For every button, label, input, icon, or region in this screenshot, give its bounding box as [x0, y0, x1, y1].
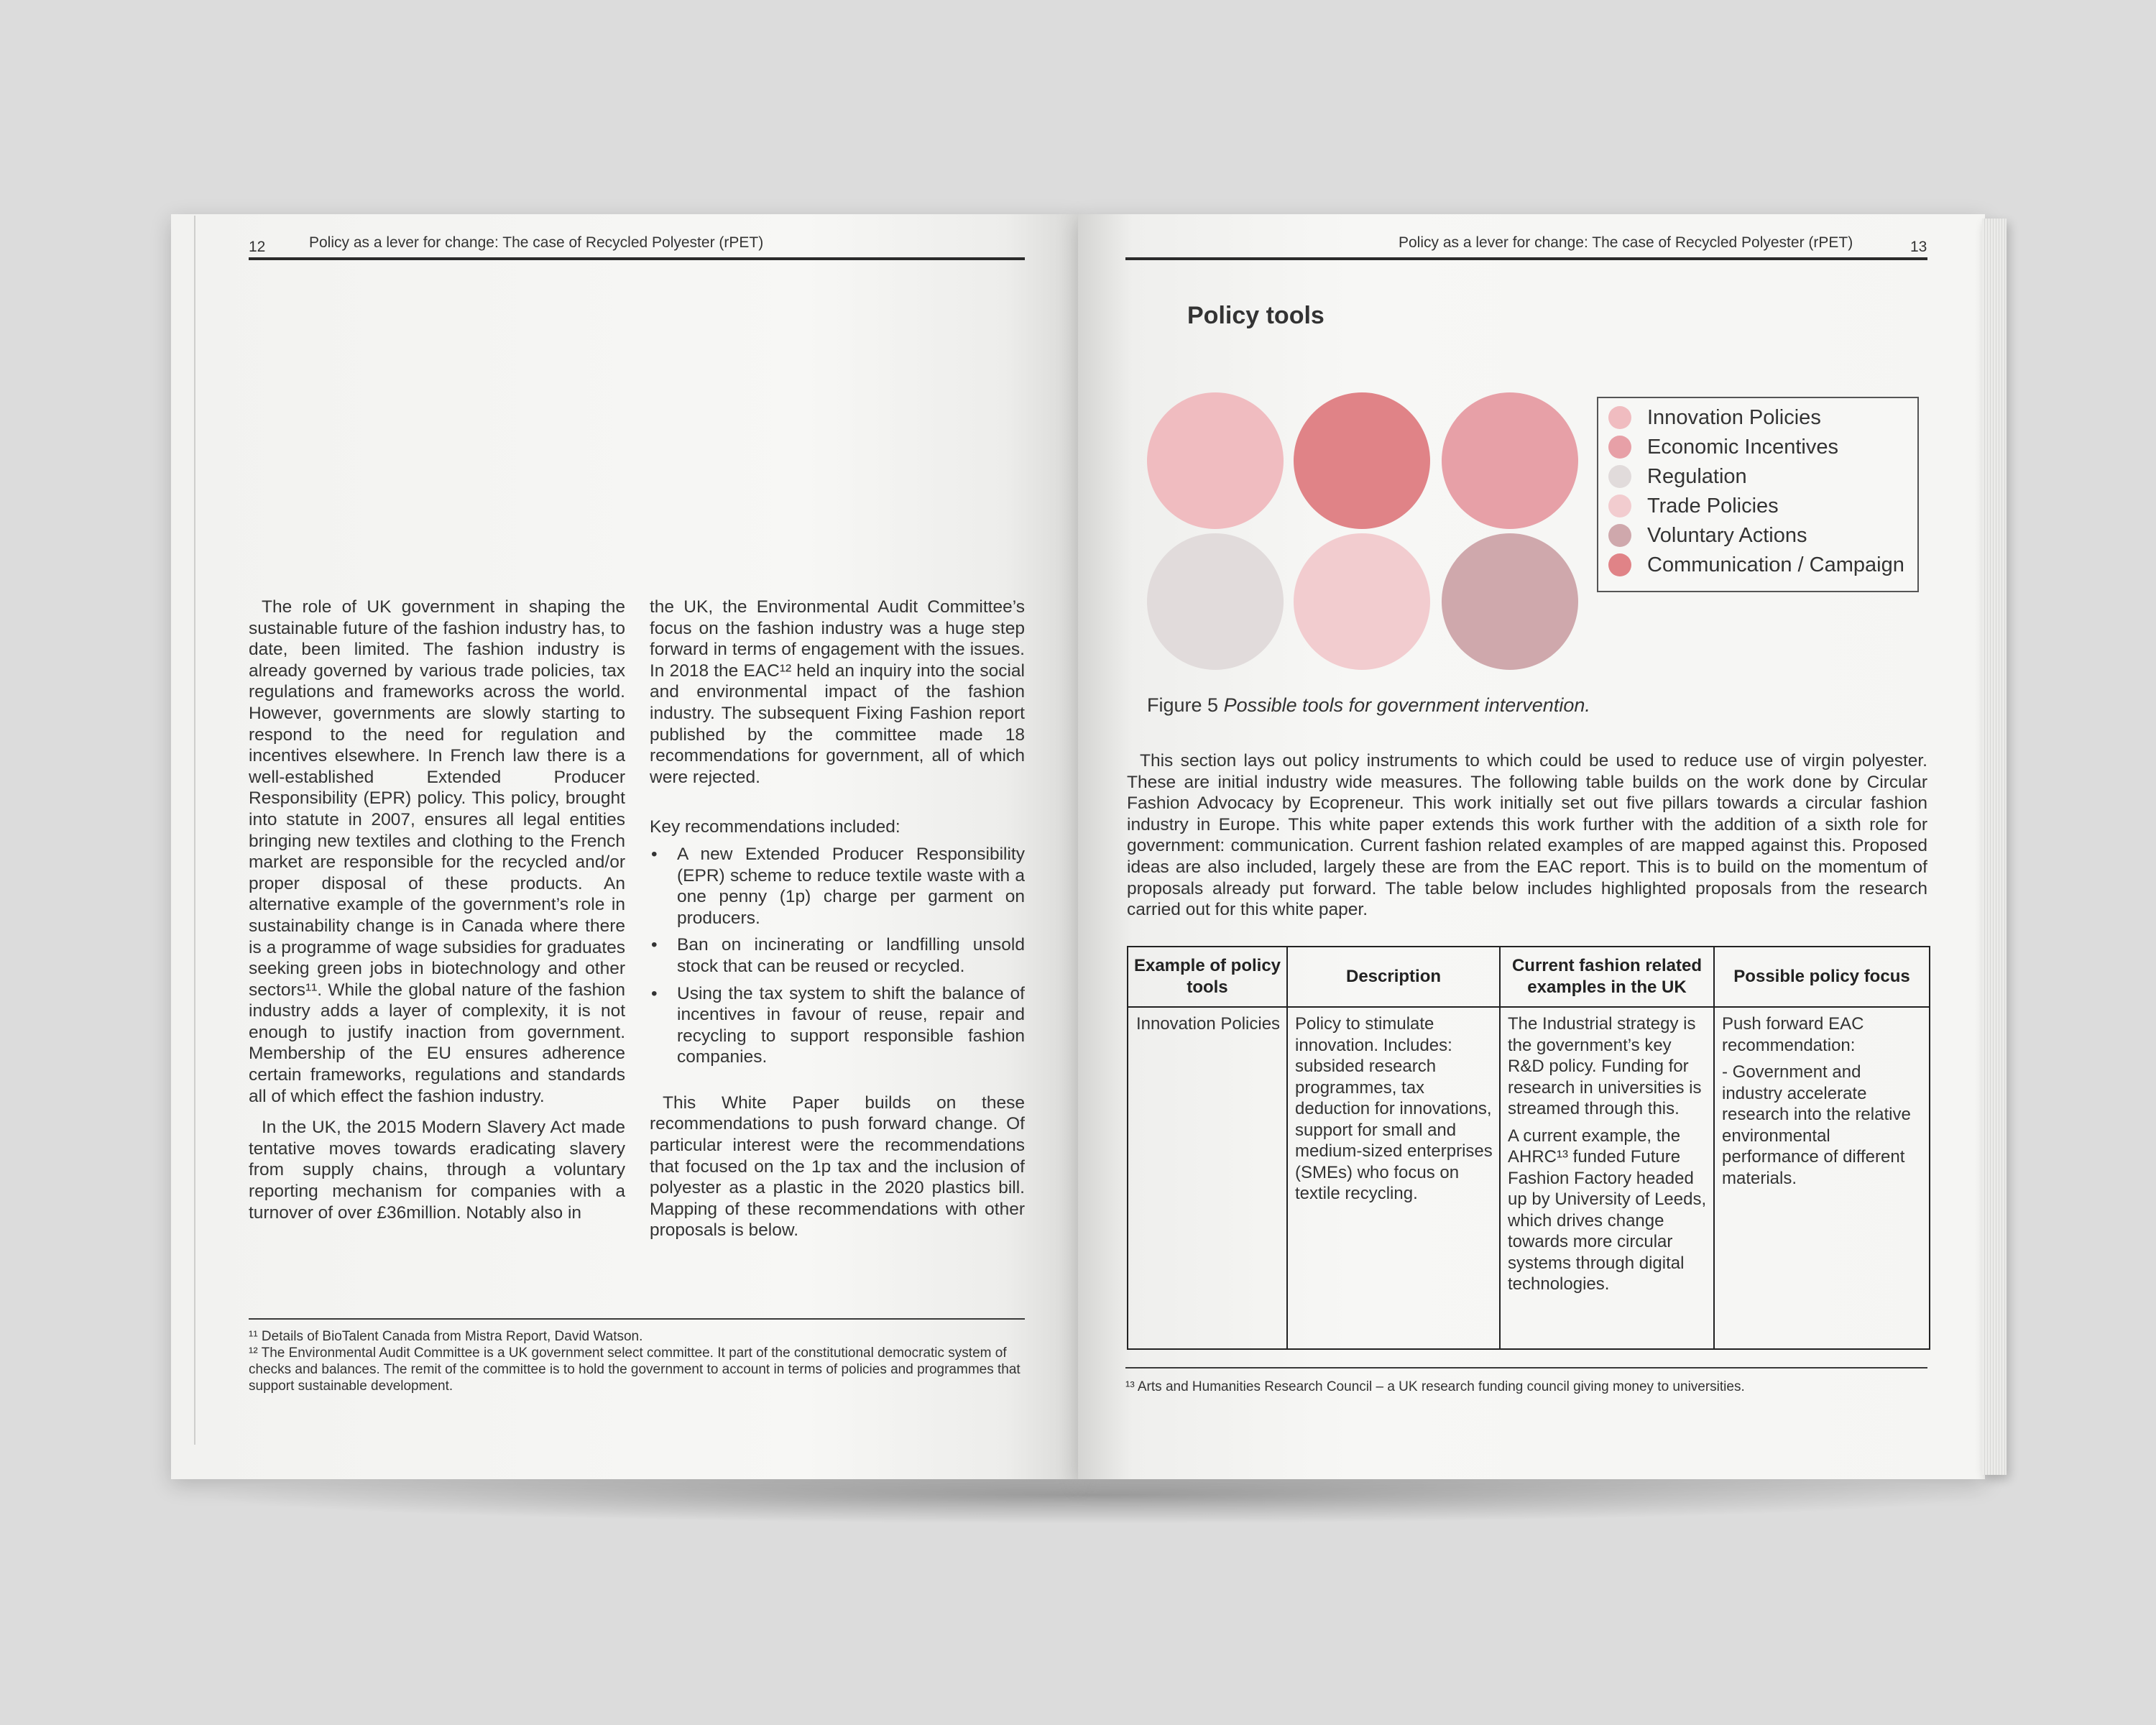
legend-label: Voluntary Actions: [1647, 523, 1807, 547]
legend-label: Communication / Campaign: [1647, 553, 1904, 576]
right-header-rule: [1125, 257, 1927, 260]
right-running-title: Policy as a lever for change: The case of Recycled Polyester (rPET): [1399, 234, 1853, 251]
table-header: Description: [1288, 947, 1499, 1008]
right-body-text: [1127, 750, 1927, 921]
paragraph: The role of UK government in shaping the sustainable future of the fashion industry has, to date, been limited. The fashion industry is already governed by various trade policies, tax regulations and frameworks across the world. However, governments are slowly starting to respond to the need for regulation and incentives elsewhere. In French law there is a well-established Extended Producer Responsibility (EPR) policy. This policy, brought into statute in 2007, ensures all legal entities bringing new textiles and clothing to the French market are responsible for the recycled and/or proper disposal of these products. An alternative example of the government’s role in sustainability change is in Canada where there is a programme of wage subsidies for graduates seeking green jobs in biotechnology and other sectors¹¹. While the global nature of the fashion industry adds a layer of complexity, it is not enough to justify inaction from government. Membership of the EU ensures adherence certain frameworks, regulations and standards all of which effect the fashion industry.: [249, 597, 625, 1106]
legend-swatch: [1608, 406, 1631, 429]
legend-swatch: [1608, 436, 1631, 459]
table-column-tools: [1128, 947, 1288, 1348]
legend-swatch: [1608, 494, 1631, 518]
table-cell: Policy to stimulate innovation. Includes: subsided research programmes, tax deduction for innovations, support for small and medium-sized enterprises (SMEs) who focus on textile recycling.: [1295, 1014, 1493, 1203]
legend-item: [1608, 523, 1807, 548]
legend-item: [1608, 405, 1821, 430]
circle-communication: [1294, 392, 1430, 529]
circle-economic: [1442, 392, 1578, 529]
list-item: • A new Extended Producer Responsibility (EPR) scheme to reduce textile waste with a one penny (1p) charge per garment on producers.: [650, 844, 1025, 929]
footnote: ¹¹ Details of BioTalent Canada from Mistra Report, David Watson.: [249, 1329, 643, 1344]
policy-table: [1127, 946, 1930, 1350]
paragraph: This section lays out policy instruments to which could be used to reduce use of virgin polyester. These are initial industry wide measures. The following table builds on the work done by Circular Fashion Advocacy by Ecopreneur. This work initially set out five pillars towards a circular fashion industry in Europe. This white paper extends this work further with the addition of a sixth role for government: communication. Current fashion related examples of are mapped against this. Proposed ideas are also included, largely these are from the EAC report. This is to build on the momentum of proposals already put forward. The table below includes highlighted proposals from the research carried out for this white paper.: [1127, 751, 1927, 920]
left-footnote-rule: [249, 1318, 1025, 1320]
legend-label: Regulation: [1647, 464, 1747, 488]
right-footnote-rule: [1125, 1367, 1927, 1368]
table-header: Current fashion related examples in the UK: [1501, 947, 1713, 1008]
legend-item: [1608, 494, 1779, 518]
footnote: ¹² The Environmental Audit Committee is a UK government select committee. It part of the constitutional democratic system of checks and balances. The remit of the committee is to hold the government to account in terms of policies and programmes that support sustainable development.: [249, 1346, 1021, 1394]
left-footnotes: [249, 1328, 1025, 1394]
legend-item: [1608, 464, 1747, 489]
table-cell: [1722, 1013, 1923, 1189]
paragraph: the UK, the Environmental Audit Committee’s focus on the fashion industry was a huge step forward in terms of engagement with the issues. In 2018 the EAC¹² held an inquiry into the social and environmental impact of the fashion industry. The subsequent Fixing Fashion report published by the committee made 18 recommendations for government, all of which were rejected.: [650, 597, 1025, 787]
legend-label: Trade Policies: [1647, 494, 1779, 518]
left-running-title: Policy as a lever for change: The case of Recycled Polyester (rPET): [309, 234, 764, 251]
legend-item: [1608, 435, 1838, 459]
legend-swatch: [1608, 524, 1631, 547]
page-edges: [1982, 218, 2007, 1475]
legend-label: Innovation Policies: [1647, 405, 1821, 429]
paragraph: This White Paper builds on these recommendations to push forward change. Of particular interest were the recommendations that focused on the 1p tax and the inclusion of polyester as a plastic in the 2020 plastics bill. Mapping of these recommendations with other proposals is below.: [650, 1092, 1025, 1241]
section-title: Policy tools: [1187, 302, 1325, 329]
list-item: • Using the tax system to shift the balance of incentives in favour of reuse, repair and recycling to support responsible fashion companies.: [650, 983, 1025, 1068]
table-column-examples: [1501, 947, 1715, 1348]
left-header-rule: [249, 257, 1025, 260]
figure-legend: [1597, 397, 1919, 592]
circle-innovation: [1147, 392, 1284, 529]
left-page-number: 12: [249, 239, 266, 255]
figure-caption: [1147, 694, 1590, 717]
table-cell: [1508, 1013, 1708, 1295]
legend-label: Economic Incentives: [1647, 435, 1838, 459]
legend-item: [1608, 553, 1904, 577]
table-cell: Innovation Policies: [1135, 1014, 1281, 1034]
table-header: Possible policy focus: [1715, 947, 1929, 1008]
page-edge-line: [194, 216, 195, 1445]
right-page-number: 13: [1910, 239, 1927, 255]
circle-voluntary: [1442, 533, 1578, 670]
circle-trade: [1294, 533, 1430, 670]
recommendations-lead: Key recommendations included:: [650, 817, 900, 837]
recommendations-list: [650, 844, 1025, 1068]
table-column-description: [1288, 947, 1501, 1348]
legend-swatch: [1608, 553, 1631, 576]
table-header: Example of policy tools: [1128, 947, 1286, 1008]
legend-swatch: [1608, 465, 1631, 488]
cell-paragraph: - Government and industry accelerate research into the relative environmental performance of different materials.: [1722, 1062, 1911, 1188]
right-footnote: ¹³ Arts and Humanities Research Council – a UK research funding council giving money to universities.: [1125, 1379, 1745, 1394]
paragraph: In the UK, the 2015 Modern Slavery Act made tentative moves towards eradicating slavery from supply chains, through a voluntary reporting mechanism for companies with a turnover of over £36million. Notably also in: [249, 1118, 625, 1223]
cell-paragraph: A current example, the AHRC¹³ funded Future Fashion Factory headed up by University of Leeds, which drives change towards more circular systems through digital technologies.: [1508, 1126, 1707, 1294]
figure-caption-text: Possible tools for government intervention.: [1223, 694, 1590, 716]
list-item: • Ban on incinerating or landfilling unsold stock that can be reused or recycled.: [650, 934, 1025, 977]
cell-paragraph: Push forward EAC recommendation:: [1722, 1014, 1864, 1055]
figure-caption-prefix: Figure 5: [1147, 694, 1219, 716]
cell-paragraph: The Industrial strategy is the government’s key R&D policy. Funding for research in universities is streamed through this.: [1508, 1014, 1702, 1118]
table-column-focus: [1715, 947, 1929, 1348]
left-column-1: [249, 597, 625, 1223]
circle-regulation: [1147, 533, 1284, 670]
left-column-2: [650, 597, 1025, 1241]
